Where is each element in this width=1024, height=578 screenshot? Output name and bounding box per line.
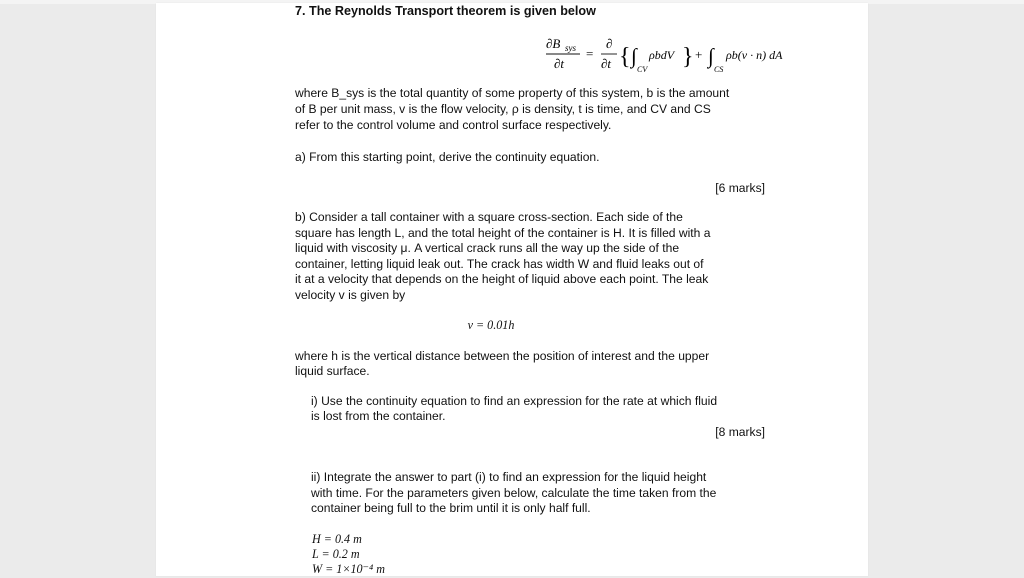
- eq-lhs-denominator: ∂t: [554, 56, 565, 71]
- eq-subscript-cs: CS: [714, 65, 724, 74]
- part-b-line-5: it at a velocity that depends on the height of liquid above each point. The leak: [295, 272, 709, 286]
- eq-plus: +: [695, 47, 703, 62]
- eq-brace-close: }: [682, 44, 694, 70]
- part-a-marks: [6 marks]: [715, 181, 765, 195]
- question-heading: 7. The Reynolds Transport theorem is given below: [295, 4, 596, 18]
- where-line-3: refer to the control volume and control surface respectively.: [295, 118, 612, 132]
- part-ii-line-1: ii) Integrate the answer to part (i) to find an expression for the liquid height: [311, 470, 707, 484]
- part-i-marks: [8 marks]: [715, 425, 765, 439]
- part-b-line-2: square has length L, and the total height of the container is H. It is filled with a: [295, 226, 711, 240]
- eq-subscript-cv: CV: [637, 65, 648, 74]
- eq-integral-cs: ∫: [708, 44, 714, 68]
- param-W: W = 1×10⁻⁴ m: [312, 562, 385, 576]
- eq-lhs-numerator: ∂B: [546, 36, 561, 51]
- eq-integrand-cs: ρb(v · n) dA: [726, 48, 783, 62]
- where-line-1: where B_sys is the total quantity of some property of this system, b is the amount: [295, 86, 730, 100]
- part-ii-line-3: container being full to the brim until it is only half full.: [311, 501, 591, 515]
- part-i-line-1: i) Use the continuity equation to find an expression for the rate at which fluid: [311, 394, 718, 408]
- where-line-2: of B per unit mass, v is the flow velocity, ρ is density, t is time, and CV and CS: [295, 102, 711, 116]
- part-i-line-2: is lost from the container.: [311, 409, 446, 423]
- eq-integral-cv: ∫: [631, 44, 637, 68]
- part-b-line-3: liquid with viscosity μ. A vertical crack runs all the way up the side of the: [295, 241, 680, 255]
- eq-integrand-cv: ρbdV: [649, 48, 675, 62]
- eq-brace-open: {: [619, 44, 631, 70]
- document-page: [156, 3, 868, 576]
- where-h-line-1: where h is the vertical distance between the position of interest and the upper: [295, 349, 710, 363]
- part-ii-line-2: with time. For the parameters given below, calculate the time taken from the: [311, 486, 717, 500]
- eq-equals: =: [586, 46, 594, 61]
- eq-d-denominator: ∂t: [601, 56, 612, 71]
- eq-lhs-subscript: sys: [565, 43, 576, 53]
- param-H: H = 0.4 m: [312, 532, 362, 546]
- part-a-text: a) From this starting point, derive the continuity equation.: [295, 150, 600, 164]
- part-b-line-1: b) Consider a tall container with a square cross-section. Each side of the: [295, 210, 683, 224]
- reynolds-transport-equation: [546, 33, 806, 77]
- velocity-equation: v = 0.01h: [467, 318, 515, 332]
- where-h-line-2: liquid surface.: [295, 364, 370, 378]
- param-L: L = 0.2 m: [312, 547, 360, 561]
- part-b-line-6: velocity v is given by: [295, 288, 406, 302]
- part-b-line-4: container, letting liquid leak out. The crack has width W and fluid leaks out of: [295, 257, 704, 271]
- eq-d-numerator: ∂: [606, 36, 613, 51]
